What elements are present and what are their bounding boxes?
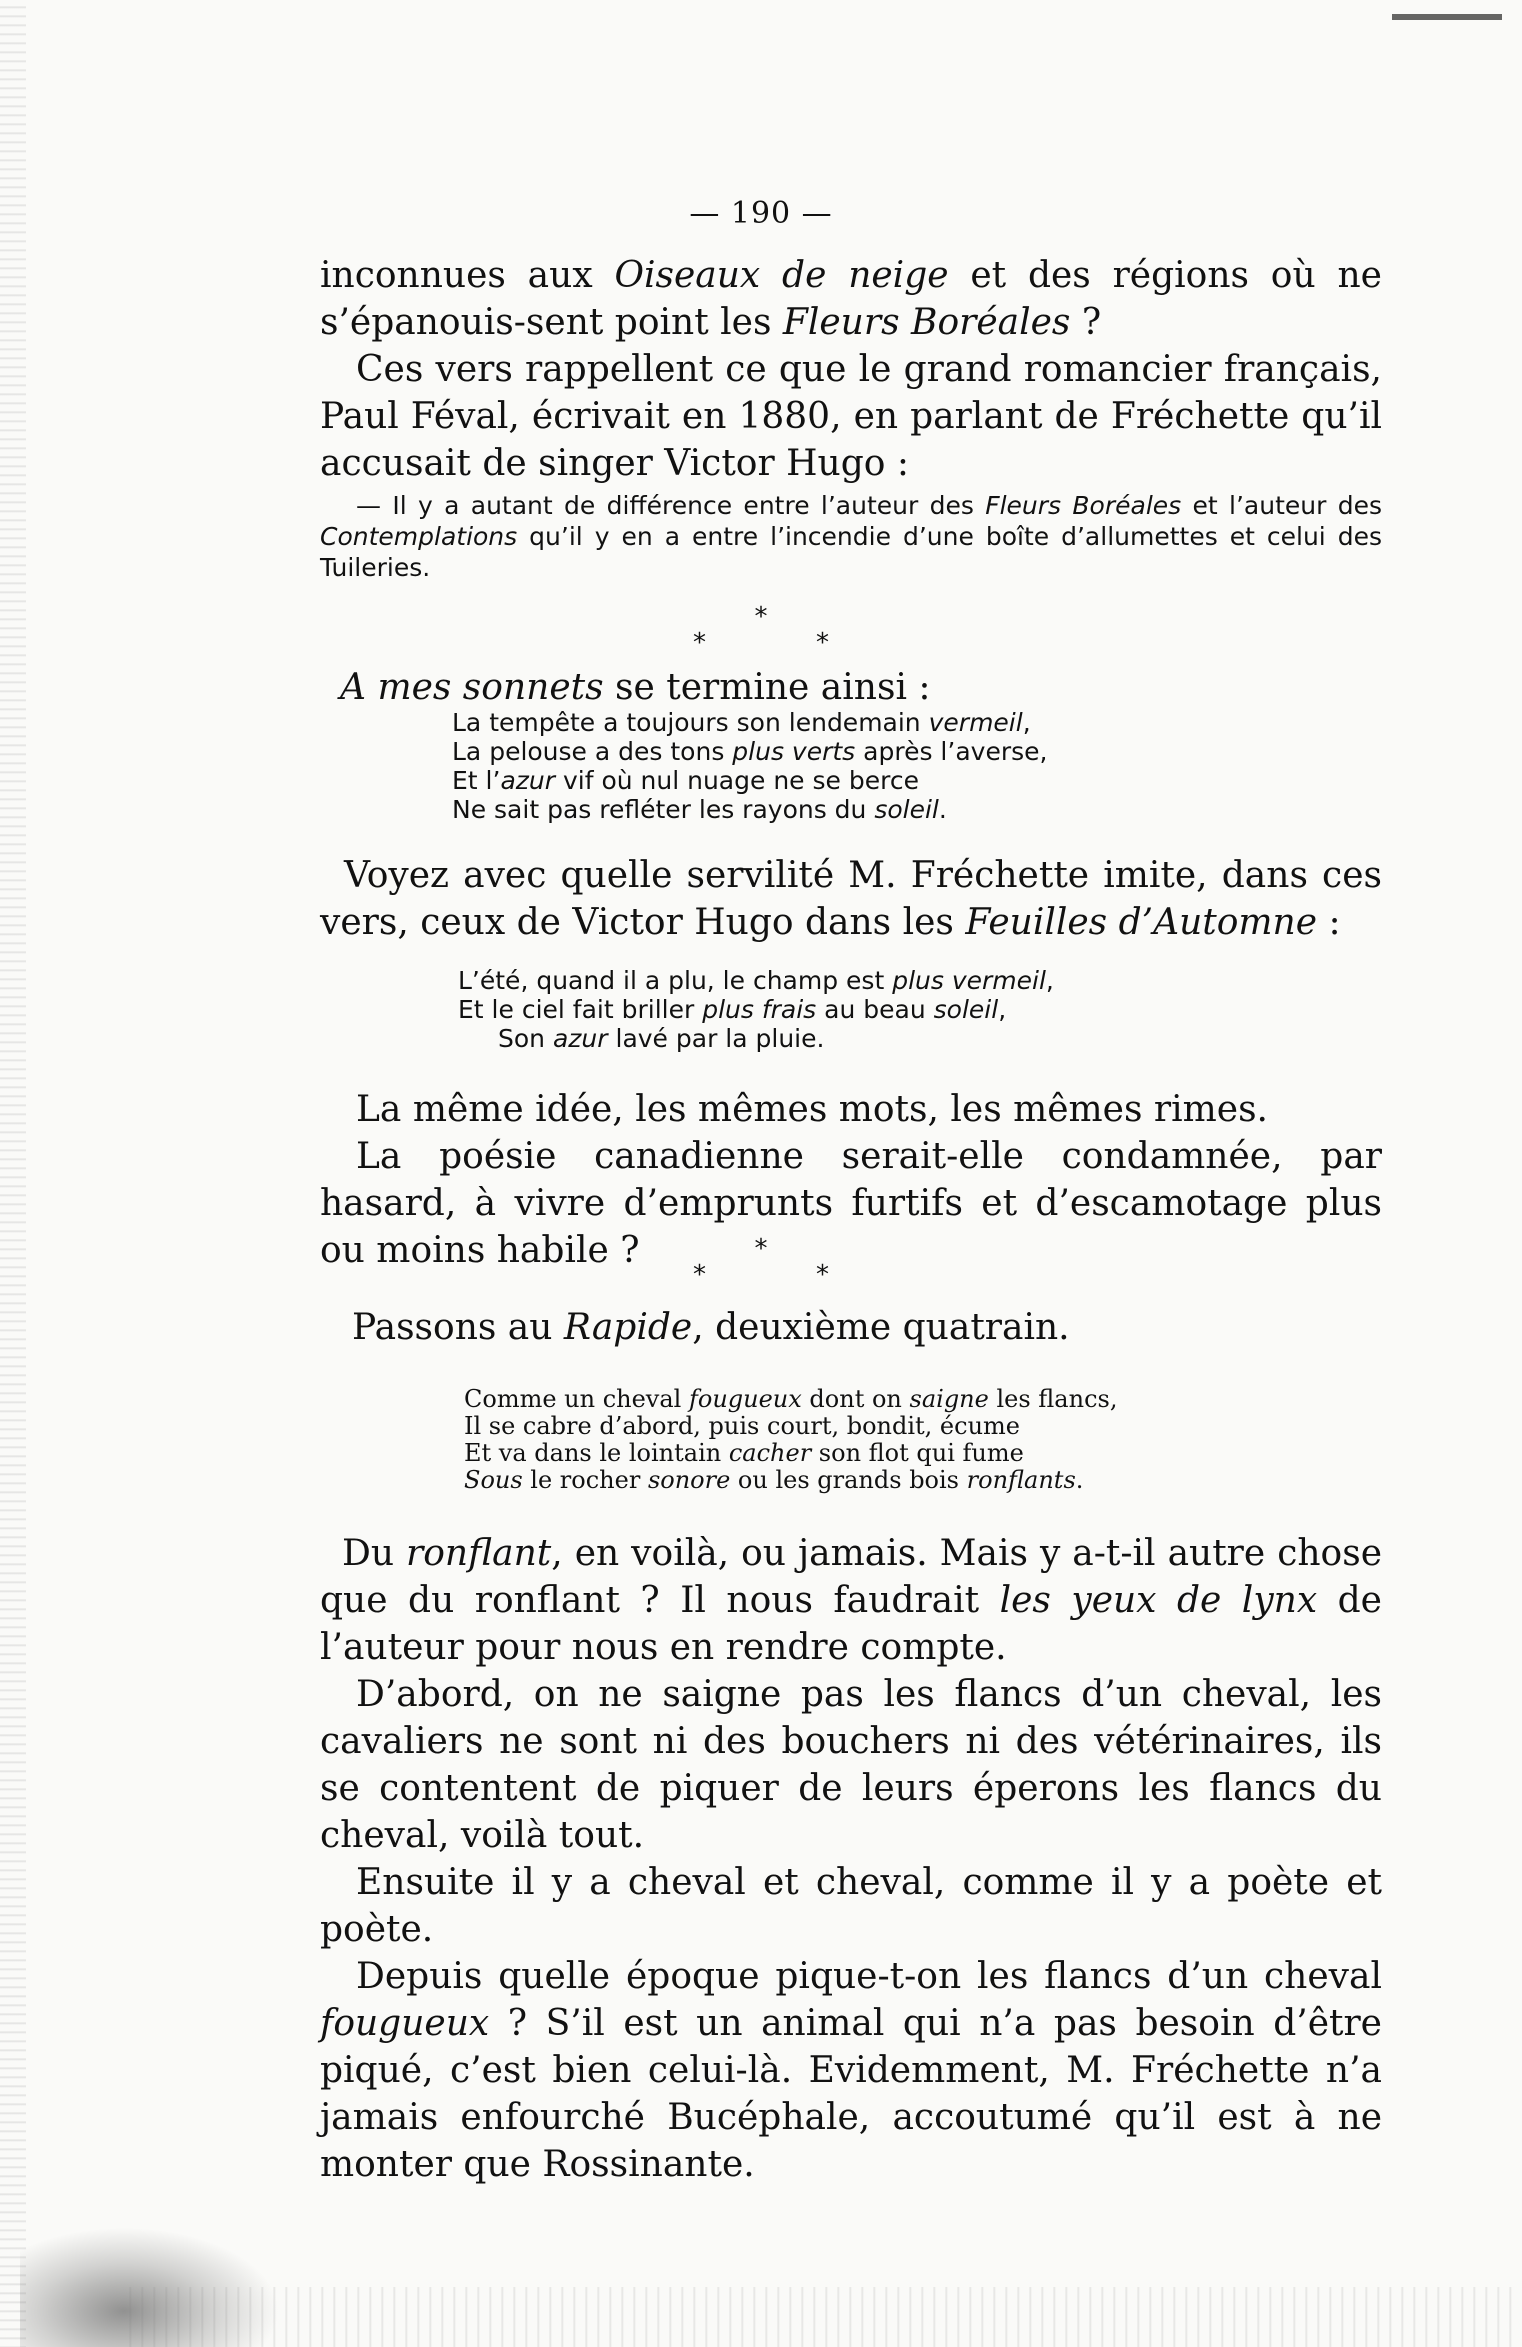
closing-paragraphs xyxy=(320,1530,1382,2188)
scan-edge xyxy=(0,0,26,2347)
section-ornament xyxy=(0,604,1522,656)
paragraph-feval: Ces vers rappellent ce que le grand romancier français, Paul Féval, écrivait en 1880, en parlant de Fréchette qu’il accusait de singer Victor Hugo : xyxy=(320,349,1382,484)
italic-title: Contemplations xyxy=(320,522,518,551)
italic-title: Feuilles d’Automne xyxy=(965,902,1318,943)
verse-line: Et le ciel fait briller plus frais au beau soleil, xyxy=(458,995,1007,1024)
poem-excerpt-hugo xyxy=(458,966,1054,1053)
verse-line: Son azur lavé par la pluie. xyxy=(498,1024,825,1053)
verse-line: Comme un cheval fougueux dont on saigne les flancs, xyxy=(464,1385,1118,1413)
paragraph-ronflant: Du ronflant, en voilà, ou jamais. Mais y a-t-il autre chose que du ronflant ? Il nous faudrait les yeux de lynx de l’auteur pour nous en rendre compte. xyxy=(320,1533,1382,1668)
section-intro xyxy=(320,664,1382,711)
italic-title: Fleurs Boréales xyxy=(985,491,1182,520)
poem-excerpt-frechette xyxy=(452,708,1047,824)
verse-line: Et l’azur vif où nul nuage ne se berce xyxy=(452,766,919,795)
section-ornament xyxy=(0,1236,1522,1288)
paragraph-continued xyxy=(320,252,1382,487)
poem-excerpt-rapide xyxy=(464,1386,1117,1494)
text-run: ? xyxy=(1070,302,1102,343)
paragraph-depuis: Depuis quelle époque pique-t-on les flancs d’un cheval fougueux ? S’il est un animal qui n’a pas besoin d’être piqué, c’est bien celui-là. Evidemment, M. Fréchette n’a jamais enfourché Bucéphale, accoutumé qu’il est à ne monter que Rossinante. xyxy=(320,1956,1382,2185)
text-run: et des régions où ne s’épanouis-sent point les xyxy=(320,255,1382,343)
star-ornament: * xyxy=(754,1234,768,1264)
text-run: inconnues aux xyxy=(320,255,615,296)
scan-mark xyxy=(1392,14,1502,20)
text-run: et l’auteur des xyxy=(1181,491,1382,520)
scan-noise xyxy=(120,2287,1520,2347)
quote-feval xyxy=(320,490,1382,583)
paragraph-servility: Voyez avec quelle servilité M. Fréchette imite, dans ces vers, ceux de Victor Hugo dans les Feuilles d’Automne : xyxy=(320,855,1382,943)
verse-line: La pelouse a des tons plus verts après l’averse, xyxy=(452,737,1048,766)
verse-line: L’été, quand il a plu, le champ est plus vermeil, xyxy=(458,966,1054,995)
italic-title: Fleurs Boréales xyxy=(782,302,1071,343)
text-run: qu’il y en a entre l’incendie d’une boîte d’allumettes et celui des Tuileries. xyxy=(320,522,1382,582)
star-ornament: * xyxy=(754,602,768,632)
section-intro: Passons au Rapide, deuxième quatrain. xyxy=(352,1307,1070,1348)
italic-title: A mes sonnets xyxy=(340,667,604,708)
star-pair: ** xyxy=(693,628,939,658)
verse-line: La tempête a toujours son lendemain vermeil, xyxy=(452,708,1031,737)
paragraph-same-idea: La même idée, les mêmes mots, les mêmes rimes. La poésie canadienne serait-elle condamnée, par hasard, à vivre d’emprunts furtifs et d’escamotage plus ou moins habile ? xyxy=(320,1089,1382,1271)
paragraph-dabord: D’abord, on ne saigne pas les flancs d’un cheval, les cavaliers ne sont ni des bouchers ni des vétérinaires, ils se contentent de piquer de leurs éperons les flancs du cheval, voilà tout. xyxy=(320,1674,1382,1856)
page-number: — 190 — xyxy=(689,196,833,231)
text-run: se termine ainsi : xyxy=(603,667,931,708)
italic-title: Rapide xyxy=(563,1307,693,1348)
verse-line: Il se cabre d’abord, puis court, bondit, écume xyxy=(464,1412,1020,1440)
text-run: — Il y a autant de différence entre l’auteur des xyxy=(356,491,986,520)
verse-line: Ne sait pas refléter les rayons du soleil. xyxy=(452,795,947,824)
italic-title: Oiseaux de neige xyxy=(614,255,949,296)
verse-line: Et va dans le lointain cacher son flot qui fume xyxy=(464,1439,1024,1467)
paragraph-ensuite: Ensuite il y a cheval et cheval, comme il y a poète et poète. xyxy=(320,1862,1382,1950)
star-pair: ** xyxy=(693,1260,939,1290)
verse-line: Sous le rocher sonore ou les grands bois ronflants. xyxy=(464,1466,1084,1494)
